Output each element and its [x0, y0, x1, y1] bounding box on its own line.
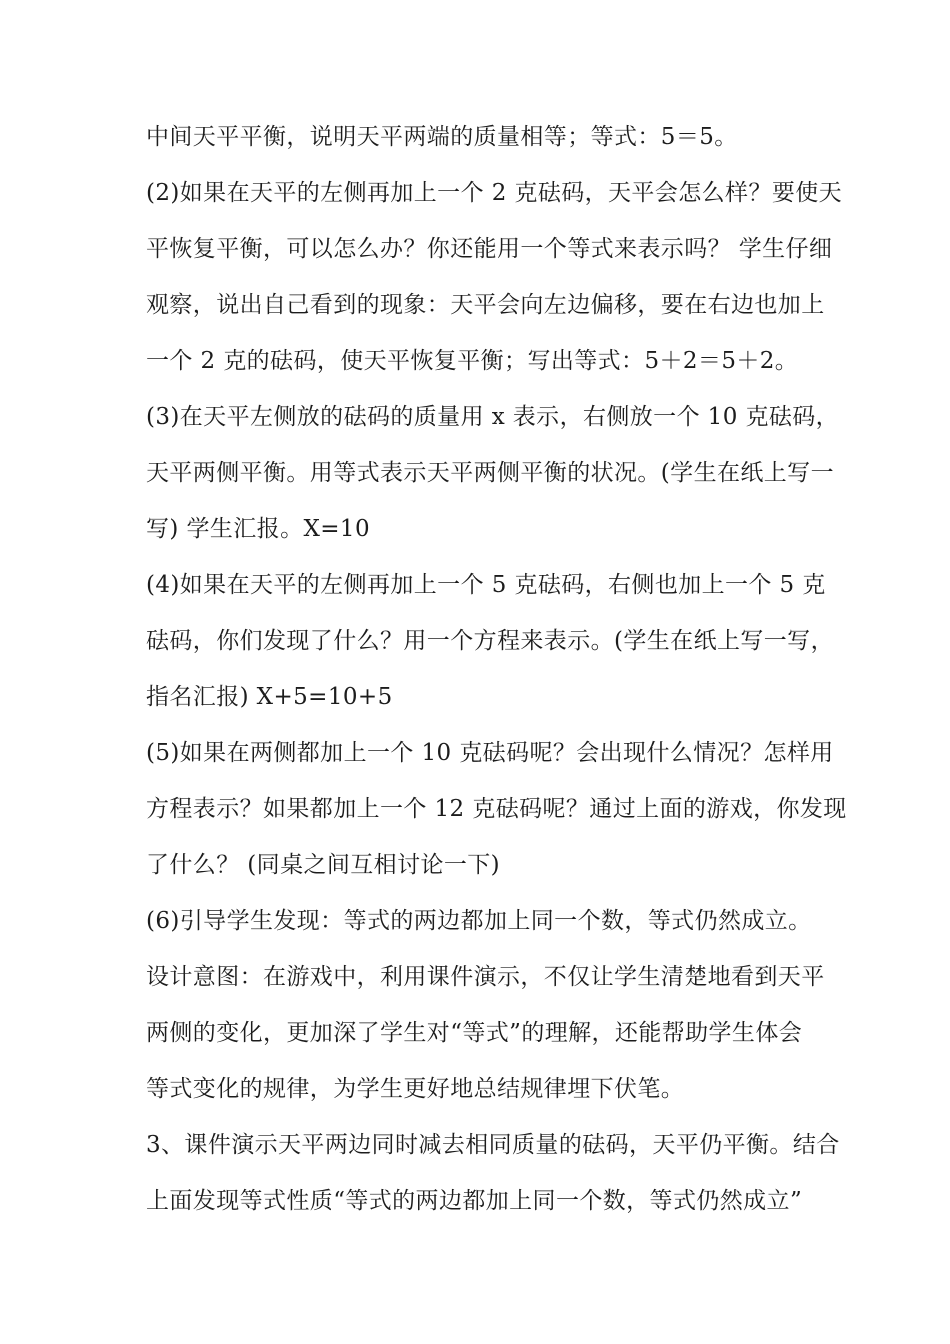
text-line: 上面发现等式性质“等式的两边都加上同一个数，等式仍然成立”: [146, 1188, 803, 1214]
text-line: (4)如果在天平的左侧再加上一个 5 克砝码，右侧也加上一个 5 克: [146, 572, 826, 598]
text-line: 写) 学生汇报。X=10: [146, 516, 370, 542]
text-line: 平恢复平衡，可以怎么办？你还能用一个等式来表示吗？ 学生仔细: [146, 236, 833, 262]
text-line: 设计意图：在游戏中，利用课件演示，不仅让学生清楚地看到天平: [146, 964, 825, 990]
text-line: 了什么？ (同桌之间互相讨论一下): [146, 852, 501, 878]
text-line: (5)如果在两侧都加上一个 10 克砝码呢？会出现什么情况？怎样用: [146, 740, 834, 766]
text-line: (2)如果在天平的左侧再加上一个 2 克砝码，天平会怎么样？要使天: [146, 180, 843, 206]
text-line: 等式变化的规律，为学生更好地总结规律埋下伏笔。: [146, 1076, 685, 1102]
text-line: 天平两侧平衡。用等式表示天平两侧平衡的状况。(学生在纸上写一: [146, 460, 834, 486]
document-body: [146, 114, 847, 1234]
text-line: 两侧的变化，更加深了学生对“等式”的理解，还能帮助学生体会: [146, 1020, 803, 1046]
text-line: 中间天平平衡，说明天平两端的质量相等；等式：5＝5。: [146, 124, 738, 150]
text-line: 一个 2 克的砝码，使天平恢复平衡；写出等式：5＋2＝5＋2。: [146, 348, 799, 374]
text-line: (6)引导学生发现：等式的两边都加上同一个数，等式仍然成立。: [146, 908, 812, 934]
text-line: 指名汇报) X+5=10+5: [146, 684, 393, 710]
text-line: (3)在天平左侧放的砝码的质量用 x 表示，右侧放一个 10 克砝码，: [146, 404, 840, 430]
text-line: 观察，说出自己看到的现象：天平会向左边偏移，要在右边也加上: [146, 292, 825, 318]
text-line: 砝码，你们发现了什么？用一个方程来表示。(学生在纸上写一写，: [146, 628, 834, 654]
text-line: 方程表示？如果都加上一个 12 克砝码呢？通过上面的游戏，你发现: [146, 796, 847, 822]
text-line: 3、课件演示天平两边同时减去相同质量的砝码，天平仍平衡。结合: [146, 1132, 840, 1158]
